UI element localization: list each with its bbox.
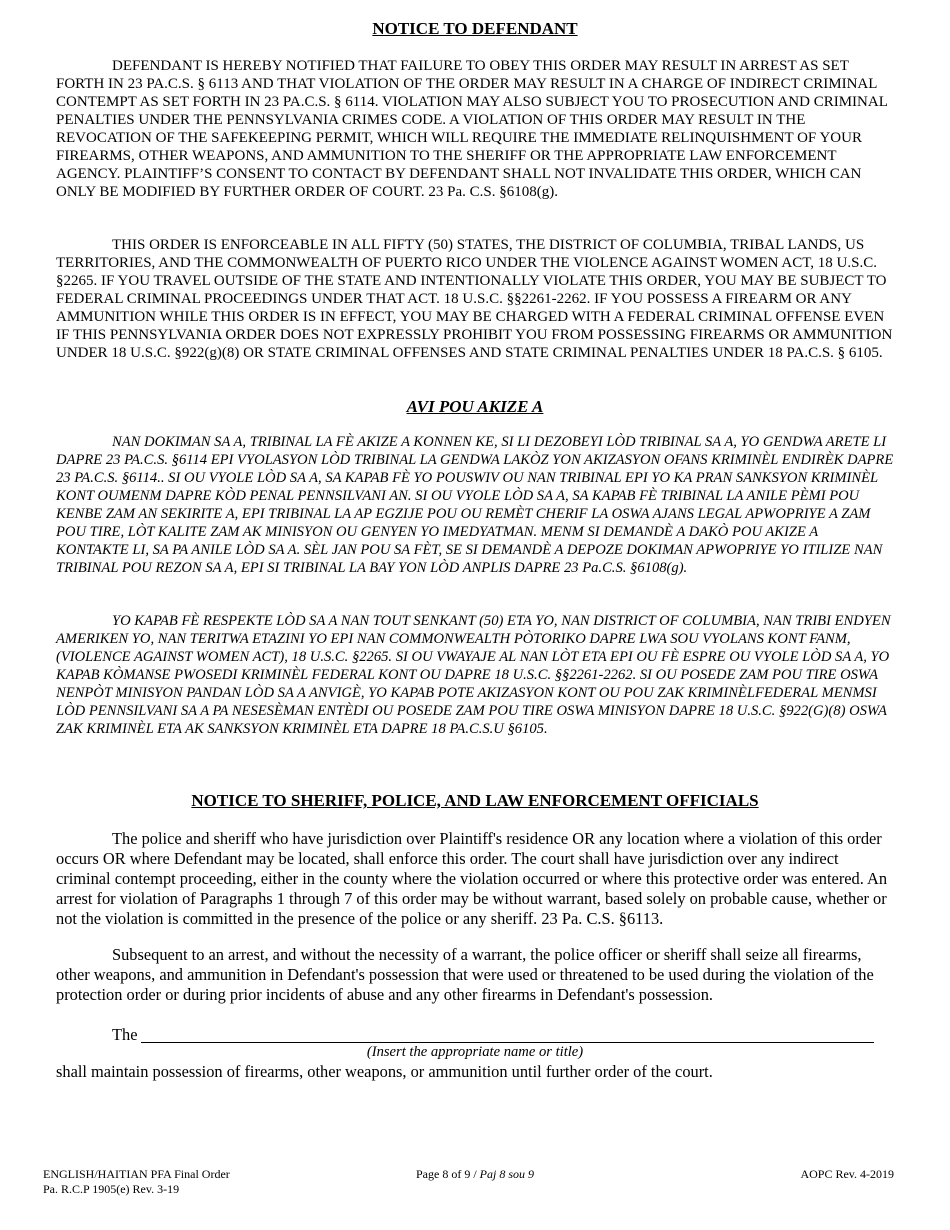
notice-to-sheriff-paragraph-2: Subsequent to an arrest, and without the necessity of a warrant, the police officer or sheriff shall seize all firearms, other weapons, and ammunition in Defendant's possession that were used or threatened to be used during the violation of the protection order or during prior incidents of abuse and any other firearms in Defendant's possession. xyxy=(56,945,874,1004)
fill-in-hint: (Insert the appropriate name or title) xyxy=(366,1044,584,1060)
footer-revision: AOPC Rev. 4-2019 xyxy=(800,1167,894,1181)
notice-to-defendant-title: NOTICE TO DEFENDANT xyxy=(372,19,578,38)
page-number-haitian: Paj 8 sou 9 xyxy=(479,1167,534,1181)
notice-to-defendant-paragraph-2: THIS ORDER IS ENFORCEABLE IN ALL FIFTY (50) STATES, THE DISTRICT OF COLUMBIA, TRIBAL LANDS, US TERRITORIES, AND THE COMMONWEALTH OF PUERTO RICO UNDER THE VIOLENCE AGAINST WOMEN ACT, 18 U.S.C. §2265. IF YOU TRAVEL OUTSIDE OF THE STATE AND INTENTIONALLY VIOLATE THIS ORDER, YOU MAY BE SUBJECT TO FEDERAL CRIMINAL PROCEEDINGS UNDER THAT ACT. 18 U.S.C. §§2261-2262. IF YOU POSSESS A FIREARM OR ANY AMMUNITION WHILE THIS ORDER IS IN EFFECT, YOU MAY BE CHARGED WITH A FEDERAL CRIMINAL OFFENSE EVEN IF THIS PENNSYLVANIA ORDER DOES NOT EXPRESSLY PROHIBIT YOU FROM POSSESSING FIREARMS OR AMMUNITION UNDER 18 U.S.C. §922(g)(8) OR STATE CRIMINAL OFFENSES AND STATE CRIMINAL PENALTIES UNDER 18 PA.C.S. § 6105. xyxy=(56,237,893,361)
avi-paragraph-1: NAN DOKIMAN SA A, TRIBINAL LA FÈ AKIZE A KONNEN KE, SI LI DEZOBEYI LÒD TRIBINAL SA A, YO GENDWA ARETE LI DAPRE 23 PA.C.S. §6114 EPI VYOLASYON LÒD TRIBINAL LA GENDWA LAKÒZ YON AKIZASYON OFANS KRIMINÈL ENDIRÈK DAPRE 23 PA.C.S. §6114.. SI OU VYOLE LÒD SA A, SA KAPAB FÈ YO POUSWIV OU NAN TRIBINAL EPI YO KA PRAN SANKSYON KRIMINÈL KONT OUMENM DAPRE KÒD PENAL PENNSILVANI AN. SI OU VYOLE LÒD SA A, SA KAPAB FÈ TRIBINAL LA ANILE PÈMI POU KENBE ZAM AN SEKIRITE A, EPI TRIBINAL LA AP EGZIJE POU OU REMÈT CHERIF LA OSWA AJANS LEGAL APWOPRIYE A ZAM POU TIRE, LÒT KALITE ZAM AK MINISYON OU GENYEN YO IMEDYATMAN. MENM SI DEMANDÈ A DAKÒ POU AKIZE A KONTAKTE LI, SA PA ANILE LÒD SA A. SÈL JAN POU SA FÈT, SE SI DEMANDÈ A DEPOZE DOKIMAN APWOPRIYE YO ITILIZE NAN TRIBINAL POU REZON SA A, EPI SI TRIBINAL LA BAY YON LÒD ANPLIS DAPRE 23 Pa.C.S. §6108(g). xyxy=(56,434,894,576)
footer-rule-ref: Pa. R.C.P 1905(e) Rev. 3-19 xyxy=(43,1182,180,1196)
notice-to-defendant-paragraph-1: DEFENDANT IS HEREBY NOTIFIED THAT FAILURE TO OBEY THIS ORDER MAY RESULT IN ARREST AS SET FORTH IN 23 PA.C.S. § 6113 AND THAT VIOLATION OF THE ORDER MAY RESULT IN A CHARGE OF INDIRECT CRIMINAL CONTEMPT AS SET FORTH IN 23 PA.C.S. § 6114. VIOLATION MAY ALSO SUBJECT YOU TO PROSECUTION AND CRIMINAL PENALTIES UNDER THE PENNSYLVANIA CRIMES CODE. A VIOLATION OF THIS ORDER MAY RESULT IN THE REVOCATION OF THE SAFEKEEPING PERMIT, WHICH WILL REQUIRE THE IMMEDIATE RELINQUISHMENT OF YOUR FIREARMS, OTHER WEAPONS, AND AMMUNITION TO THE SHERIFF OR THE APPROPRIATE LAW ENFORCEMENT AGENCY. PLAINTIFF’S CONSENT TO CONTACT BY DEFENDANT SHALL NOT INVALIDATE THIS ORDER, WHICH CAN ONLY BE MODIFIED BY FURTHER ORDER OF COURT. 23 Pa. C.S. §6108(g). xyxy=(56,58,888,200)
notice-to-sheriff-title: NOTICE TO SHERIFF, POLICE, AND LAW ENFORCEMENT OFFICIALS xyxy=(191,791,759,810)
notice-to-sheriff-paragraph-1: The police and sheriff who have jurisdiction over Plaintiff's residence OR any location where a violation of this order occurs OR where Defendant may be located, shall enforce this order. The court shall have jurisdiction over any indirect criminal contempt proceeding, either in the county where the violation occurred or where this protective order was entered. An arrest for violation of Paragraphs 1 through 7 of this order may be without warrant, based solely on probable cause, whether or not the violation is committed in the presence of the police or any sheriff. 23 Pa. C.S. §6113. xyxy=(56,829,888,928)
page-number-english: Page 8 of 9 / xyxy=(416,1167,480,1181)
fill-prefix-label: The xyxy=(112,1025,138,1044)
avi-paragraph-2: YO KAPAB FÈ RESPEKTE LÒD SA A NAN TOUT SENKANT (50) ETA YO, NAN DISTRICT OF COLUMBIA, NAN TRIBI ENDYEN AMERIKEN YO, NAN TERITWA ETAZINI YO EPI NAN COMMONWEALTH PÒTORIKO DAPRE LWA SOU VYOLANS KONT FANM, (VIOLENCE AGAINST WOMEN ACT), 18 U.S.C. §2265. SI OU VWAYAJE AL NAN LÒT ETA EPI OU FÈ ESPRE OU VYOLE LÒD SA A, YO KAPAB KÒMANSE PWOSEDI KRIMINÈL FEDERAL KONT OU DAPRE 18 U.S.C. §§2261-2262. SI OU POSEDE ZAM POU TIRE OSWA NENPÒT MINISYON PANDAN LÒD SA A ANVIGÈ, YO KAPAB POTE AKIZASYON KONT OU POU ZAK KRIMINÈLFEDERAL MENMSI LÒD PENNSILVANI SA A PA NESESÈMAN ENTÈDI OU POSEDE ZAM POU TIRE OSWA MINISYON DAPRE 18 U.S.C. §922(G)(8) OSWA ZAK KRIMINÈL ETA AK SANKSYON KRIMINÈL ETA DAPRE 18 PA.C.S.U §6105. xyxy=(56,613,891,737)
possession-statement: shall maintain possession of firearms, other weapons, or ammunition until further order of the court. xyxy=(56,1062,713,1081)
footer-form-title: ENGLISH/HAITIAN PFA Final Order xyxy=(43,1167,230,1181)
avi-pou-akize-title: AVI POU AKIZE A xyxy=(406,397,544,416)
